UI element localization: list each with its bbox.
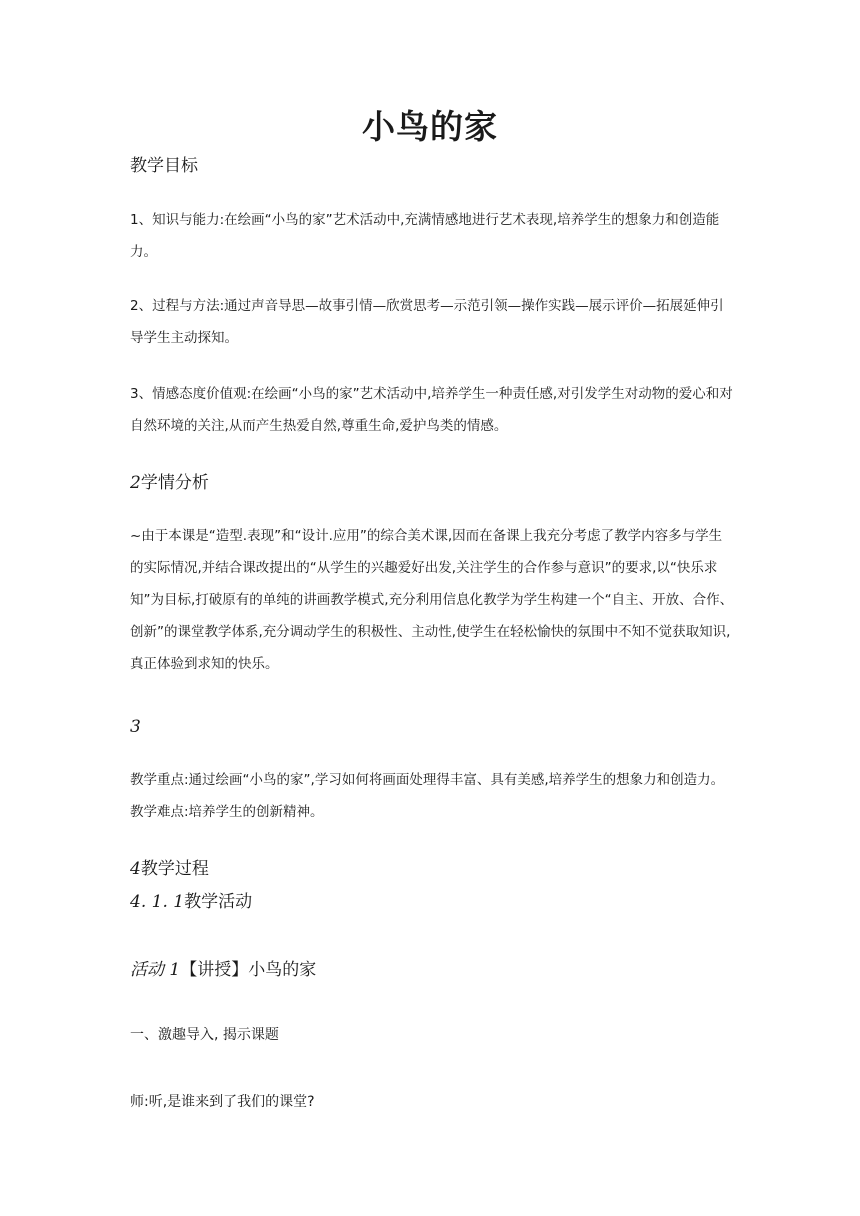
goal-item-2: 2、过程与方法:通过声音导思—故事引情—欣赏思考—示范引领—操作实践—展示评价—拓展延伸引导学生主动探知。 (130, 298, 724, 346)
activity-prefix: 活动 1 (130, 960, 181, 980)
goal-item-1: 1、知识与能力:在绘画“小鸟的家”艺术活动中,充满情感地进行艺术表现,培养学生的想象力和创造能力。 (130, 212, 720, 260)
activity-label: 【讲授】小鸟的家 (180, 960, 317, 980)
section-number: 3 (130, 717, 141, 737)
subsection-number: 4. 1. 1 (130, 892, 185, 912)
teacher-dialogue: 师:听,是谁来到了我们的课堂? (130, 1094, 315, 1110)
teaching-process-heading (130, 856, 209, 882)
goal-item-3: 3、情感态度价值观:在绘画“小鸟的家”艺术活动中,培养学生一种责任感,对引发学生对动物的爱心和对自然环境的关注,从而产生热爱自然,尊重生命,爱护鸟类的情感。 (130, 386, 733, 434)
teaching-goals-heading: 教学目标 (130, 156, 198, 176)
section-label: 学情分析 (140, 473, 209, 493)
activity-1-title (130, 957, 316, 983)
section-number: 4 (130, 859, 141, 879)
teaching-activity-subheading (130, 889, 252, 915)
subsection-label: 教学活动 (184, 892, 253, 912)
document-title: 小鸟的家 (362, 107, 498, 146)
key-points-body: 教学重点:通过绘画“小鸟的家”,学习如何将画面处理得丰富、具有美感,培养学生的想象力和创造力。 教学难点:培养学生的创新精神。 (130, 772, 725, 820)
key-points-heading (130, 714, 141, 740)
student-analysis-body: ~由于本课是“造型.表现”和“设计.应用”的综合美术课,因而在备课上我充分考虑了教学内容多与学生的实际情况,并结合课改提出的“从学生的兴趣爱好出发,关注学生的合作参与意识”的要求,以“快乐求知”为目标,打破原有的单纯的讲画教学模式,充分利用信息化教学为学生构建一个“自主、开放、合作、创新”的课堂教学体系,充分调动学生的积极性、主动性,使学生在轻松愉快的氛围中不知不觉获取知识,真正体验到求知的快乐。 (130, 528, 734, 672)
section-number: 2 (130, 473, 141, 493)
student-analysis-heading (130, 470, 209, 496)
section-label: 教学过程 (140, 859, 209, 879)
step-intro: 一、激趣导入, 揭示课题 (130, 1027, 279, 1043)
